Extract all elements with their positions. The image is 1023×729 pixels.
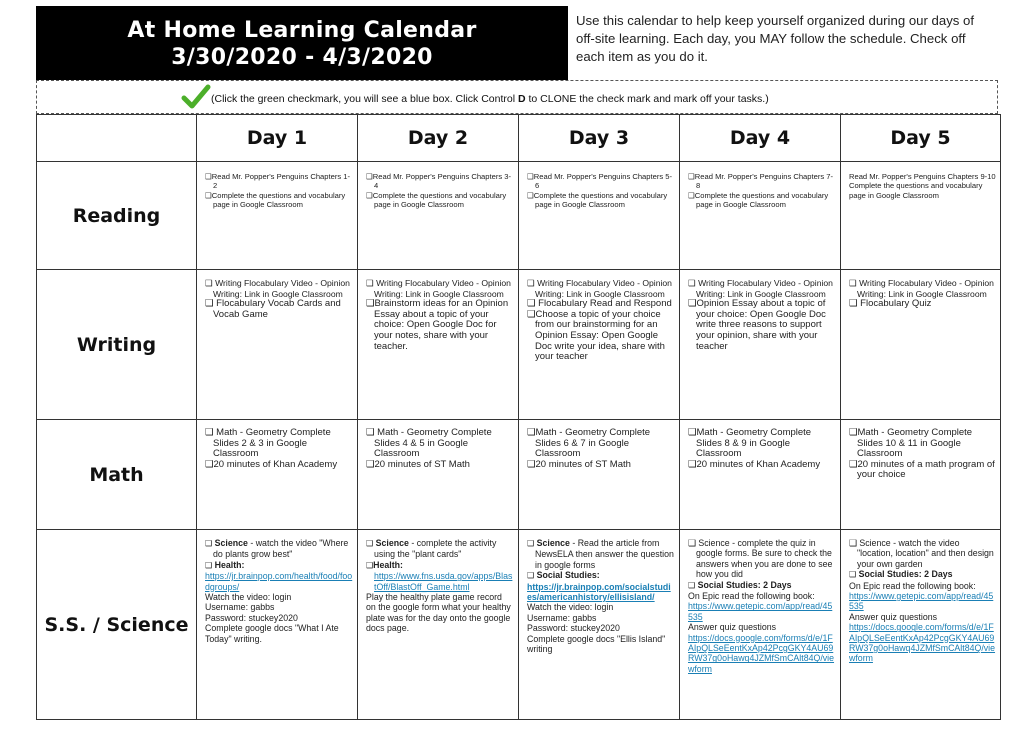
text-line: On Epic read the following book:: [849, 580, 976, 591]
reading-cell-day2[interactable]: [358, 162, 519, 270]
text-line: Watch the video: login: [527, 602, 614, 613]
subject-label-writing: Writing: [37, 270, 197, 420]
day-header: Day 3: [519, 115, 680, 162]
writing-cell-day3[interactable]: [519, 270, 680, 420]
task-item: ❑Math - Geometry Complete Slides 6 & 7 in Google Classroom: [527, 427, 651, 460]
task-item: ❑Health:: [366, 559, 403, 570]
task-item: ❑ Science - complete the quiz in google forms. Be sure to check the answers when you are done to see how you did: [688, 538, 833, 580]
science-cell-day1[interactable]: [197, 530, 358, 720]
google-form-link[interactable]: https://docs.google.com/forms/d/e/1FAIpQLSeEentKxAp42PcgGKY4AU69RW37g0oHawq4JZMfSmCAlt84Q/viewform: [849, 622, 996, 664]
task-item: ❑ Science - watch the video "location, location" and then design your own garden: [849, 538, 994, 569]
reading-row: [37, 162, 1001, 270]
task-item: ❑ Writing Flocabulary Video - Opinion Writing: Link in Google Classroom: [527, 278, 672, 299]
task-item: ❑Complete the questions and vocabulary page in Google Classroom: [527, 190, 668, 210]
task-item: Complete the questions and vocabulary page in Google Classroom: [849, 181, 983, 200]
math-cell-day3[interactable]: [519, 420, 680, 530]
text-line: Password: stuckey2020: [205, 612, 298, 623]
math-cell-day2[interactable]: [358, 420, 519, 530]
text-line: Answer quiz questions: [688, 622, 777, 633]
math-cell-day5[interactable]: [841, 420, 1001, 530]
date-range: 3/30/2020 - 4/3/2020: [171, 45, 433, 70]
task-item: ❑ Health:: [205, 559, 245, 570]
task-item: Read Mr. Popper's Penguins Chapters 9-10: [849, 172, 996, 181]
social-studies-link[interactable]: https://jr.brainpop.com/socialstudies/americanhistory/ellisisland/: [527, 581, 671, 603]
intro-text: Use this calendar to help keep yourself organized during our days of off-site learning. Each day, you MAY follow the schedule. Check off each item as you do it.: [576, 13, 975, 64]
task-item: ❑ Social Studies:: [527, 570, 600, 581]
calendar-table: [36, 114, 1001, 720]
writing-row: [37, 270, 1001, 420]
task-item: ❑ Writing Flocabulary Video - Opinion Writing: Link in Google Classroom: [366, 278, 511, 299]
task-item: ❑20 minutes of Khan Academy: [688, 458, 821, 470]
science-cell-day2[interactable]: [358, 530, 519, 720]
task-item: ❑20 minutes of a math program of your choice: [849, 458, 995, 481]
health-link[interactable]: https://jr.brainpop.com/health/food/foodgroups/: [205, 571, 353, 592]
science-cell-day5[interactable]: [841, 530, 1001, 720]
task-item: ❑Read Mr. Popper's Penguins Chapters 1-2: [205, 172, 351, 191]
reading-cell-day3[interactable]: [519, 162, 680, 270]
day-header-row: [37, 115, 1001, 162]
day-header: Day 2: [358, 115, 519, 162]
task-item: ❑Opinion Essay about a topic of your choice: Open Google Doc write three reasons to support your opinion, share with your teacher: [688, 298, 826, 352]
instructions-text: (Click the green checkmark, you will see a blue box. Click Control D to CLONE the check mark and mark off your tasks.): [211, 93, 769, 105]
task-item: ❑Math - Geometry Complete Slides 8 & 9 in Google Classroom: [688, 427, 812, 460]
text-line: On Epic read the following book:: [688, 591, 815, 602]
reading-cell-day1[interactable]: [197, 162, 358, 270]
task-item: ❑ Flocabulary Vocab Cards and Vocab Game: [205, 298, 341, 320]
task-item: ❑Read Mr. Popper's Penguins Chapters 3-4: [366, 172, 512, 191]
task-item: ❑Read Mr. Popper's Penguins Chapters 7-8: [688, 172, 834, 191]
subject-label-reading: Reading: [37, 162, 197, 270]
task-item: ❑20 minutes of ST Math: [366, 458, 470, 470]
task-item: ❑ Writing Flocabulary Video - Opinion Writing: Link in Google Classroom: [688, 278, 833, 299]
green-checkmark-icon[interactable]: [181, 84, 211, 110]
corner-cell: [37, 115, 197, 162]
math-cell-day4[interactable]: [680, 420, 841, 530]
day-header: Day 1: [197, 115, 358, 162]
science-cell-day3[interactable]: [519, 530, 680, 720]
task-item: ❑Math - Geometry Complete Slides 10 & 11 in Google Classroom: [849, 427, 973, 460]
task-item: ❑20 minutes of ST Math: [527, 458, 631, 470]
task-item: ❑Complete the questions and vocabulary page in Google Classroom: [366, 190, 507, 210]
task-item: ❑ Science - watch the video "Where do plants grow best": [205, 538, 349, 560]
task-item: ❑ Math - Geometry Complete Slides 4 & 5 in Google Classroom: [366, 427, 492, 460]
task-item: ❑ Math - Geometry Complete Slides 2 & 3 in Google Classroom: [205, 427, 331, 460]
task-item: ❑ Flocabulary Quiz: [849, 298, 932, 310]
math-row: [37, 420, 1001, 530]
text-line: Answer quiz questions: [849, 611, 938, 622]
task-item: ❑ Social Studies: 2 Days: [849, 569, 953, 580]
task-item: ❑ Flocabulary Read and Respond: [527, 298, 672, 310]
task-item: ❑20 minutes of Khan Academy: [205, 458, 338, 470]
writing-cell-day2[interactable]: [358, 270, 519, 420]
task-item: ❑Complete the questions and vocabulary page in Google Classroom: [205, 190, 346, 210]
subject-label-math: Math: [37, 420, 197, 530]
writing-cell-day4[interactable]: [680, 270, 841, 420]
science-row: [37, 530, 1001, 720]
day-header: Day 4: [680, 115, 841, 162]
epic-link[interactable]: https://www.getepic.com/app/read/45535: [849, 591, 994, 612]
task-item: ❑Read Mr. Popper's Penguins Chapters 5-6: [527, 172, 673, 191]
writing-cell-day5[interactable]: [841, 270, 1001, 420]
task-item: ❑Brainstorm ideas for an Opinion Essay about a topic of your choice: Open Google Doc for your notes, share with your teacher.: [366, 298, 509, 352]
text-line: Watch the video: login: [205, 592, 292, 603]
calendar-page: [36, 6, 1000, 729]
instructions-banner: [36, 80, 998, 114]
day-header: Day 5: [841, 115, 1001, 162]
reading-cell-day4[interactable]: [680, 162, 841, 270]
math-cell-day1[interactable]: [197, 420, 358, 530]
reading-cell-day5[interactable]: [841, 162, 1001, 270]
page-title: At Home Learning Calendar: [127, 18, 477, 43]
task-item: ❑ Social Studies: 2 Days: [688, 579, 792, 590]
epic-link[interactable]: https://www.getepic.com/app/read/45535: [688, 601, 833, 622]
task-item: ❑ Science - Read the article from NewsELA then answer the question in google forms: [527, 538, 674, 570]
health-link[interactable]: https://www.fns.usda.gov/apps/BlastOff/BlastOff_Game.html: [374, 571, 513, 592]
science-cell-day4[interactable]: [680, 530, 841, 720]
text-line: Complete google docs "What I Ate Today" writing.: [205, 623, 339, 644]
task-item: ❑ Science - complete the activity using the "plant cards": [366, 538, 497, 560]
task-item: ❑ Writing Flocabulary Video - Opinion Writing: Link in Google Classroom: [849, 278, 994, 299]
task-item: ❑Choose a topic of your choice from our brainstorming for an Opinion Essay: Open Google Doc write your idea, share with your teacher: [527, 308, 665, 363]
text-line: Play the healthy plate game record on the google form what your healthy plate was for the day onto the google docs page.: [366, 592, 511, 634]
google-form-link[interactable]: https://docs.google.com/forms/d/e/1FAIpQLSeEentKxAp42PcgGKY4AU69RW37g0oHawq4JZMfSmCAlt84Q/viewform: [688, 632, 835, 674]
subject-label-science: S.S. / Science: [37, 530, 197, 720]
text-line: Password: stuckey2020: [527, 623, 620, 634]
text-line: Username: gabbs: [527, 612, 597, 623]
writing-cell-day1[interactable]: [197, 270, 358, 420]
task-item: ❑Complete the questions and vocabulary page in Google Classroom: [688, 190, 829, 210]
text-line: Username: gabbs: [205, 602, 275, 613]
title-banner: [36, 6, 568, 80]
task-item: ❑ Writing Flocabulary Video - Opinion Writing: Link in Google Classroom: [205, 278, 350, 299]
text-line: Complete google docs "Ellis Island" writing: [527, 633, 666, 655]
